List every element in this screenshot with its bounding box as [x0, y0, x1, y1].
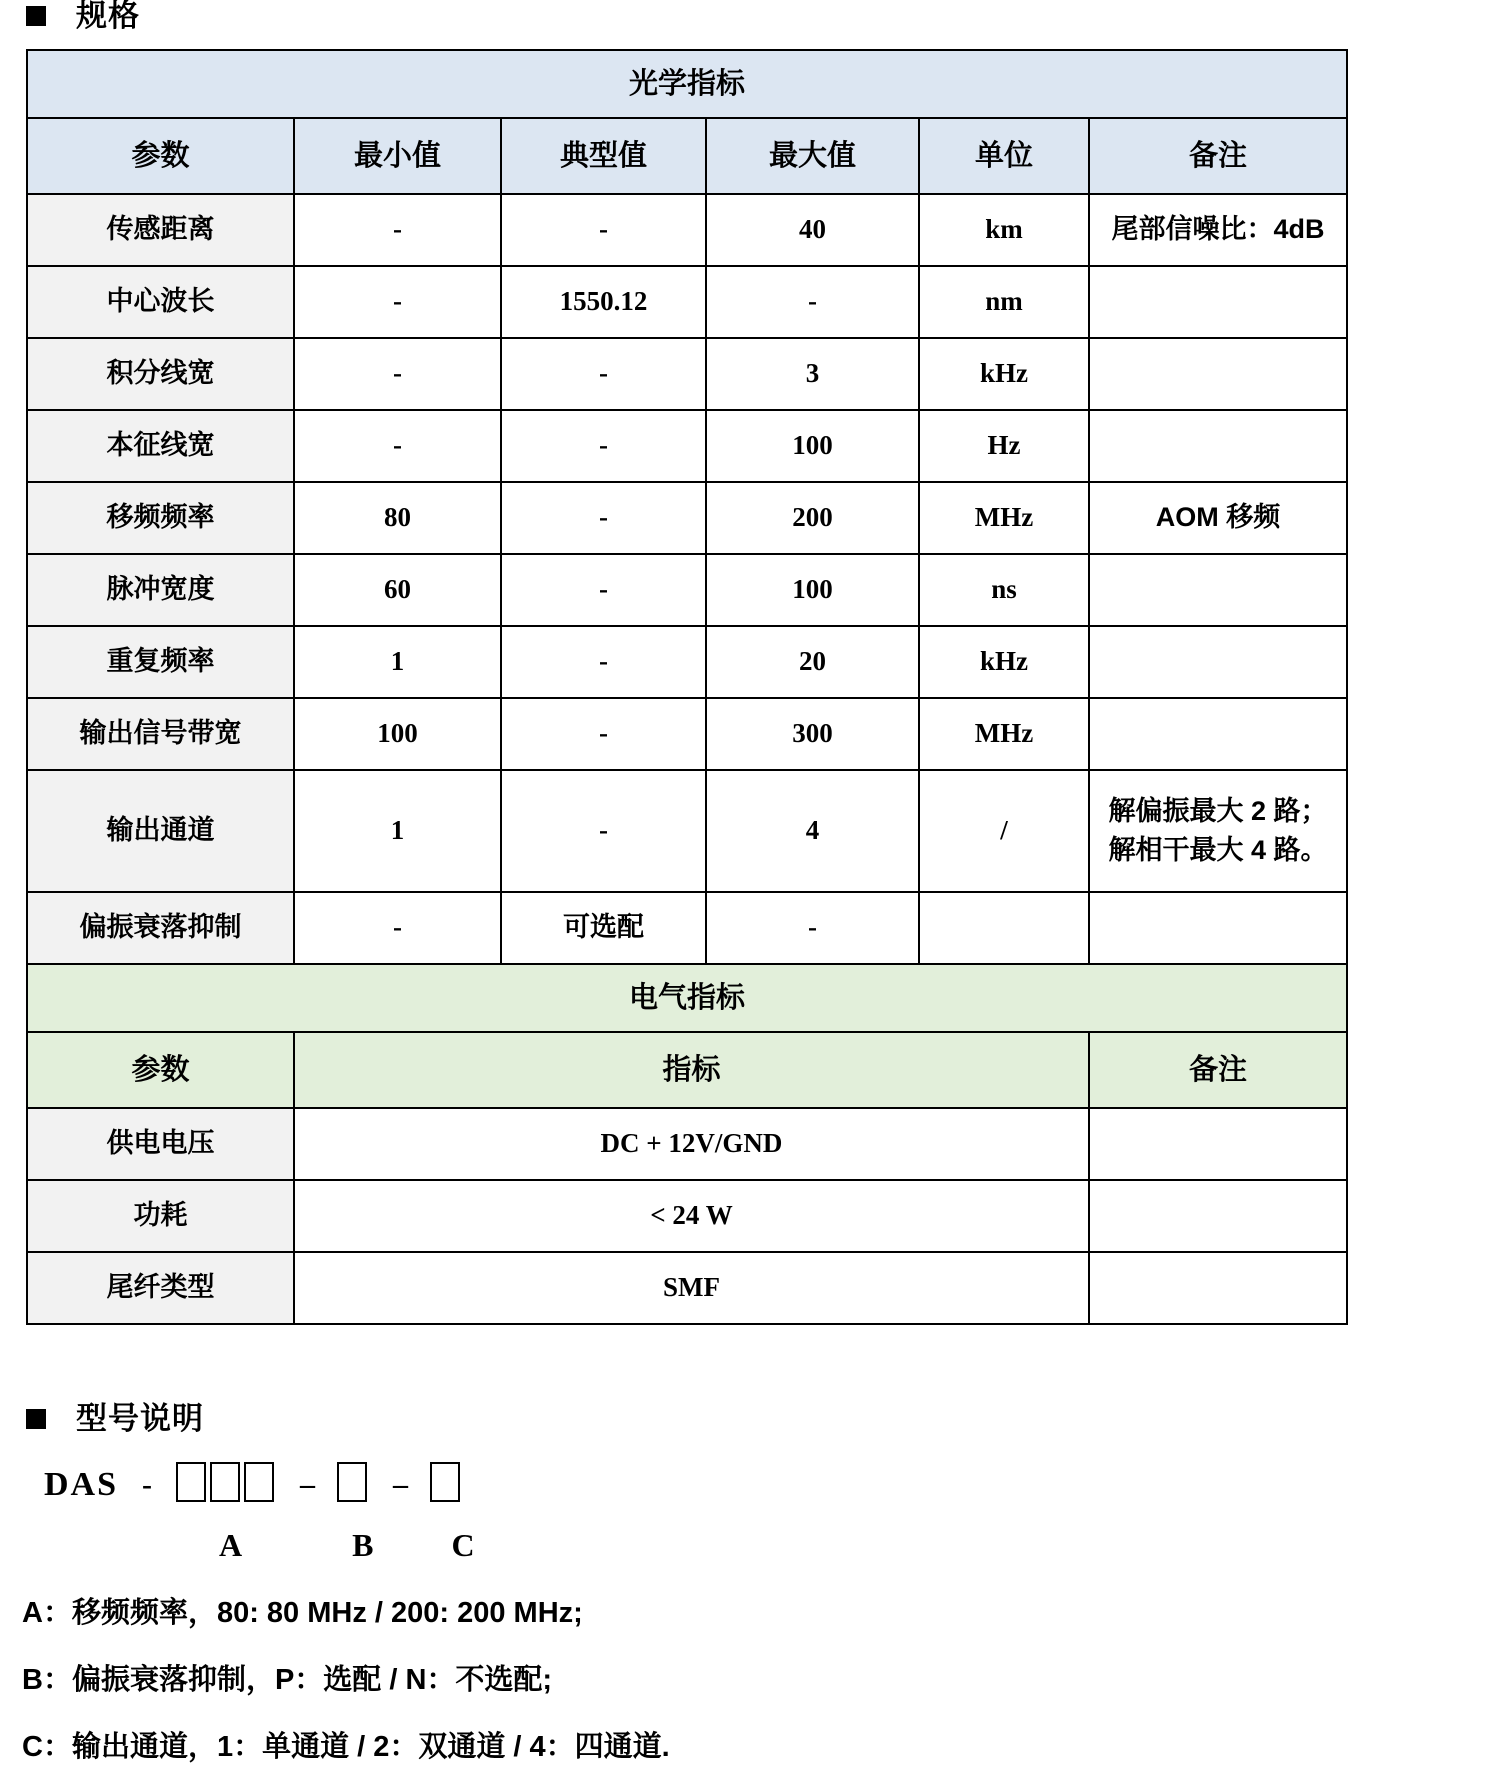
optical-header-row — [27, 118, 1347, 194]
electrical-band-title-row — [27, 964, 1347, 1032]
row-max: 300 — [706, 698, 919, 770]
square-bullet-icon — [26, 1409, 46, 1429]
spec-section-heading — [0, 0, 1511, 31]
model-section-heading — [0, 1403, 1511, 1434]
remark-line-2: 解相干最大 4 路。 — [1108, 835, 1328, 865]
optical-header-unit: 单位 — [919, 118, 1089, 194]
row-spec: SMF — [294, 1252, 1089, 1324]
row-max: - — [706, 892, 919, 964]
row-param: 本征线宽 — [27, 410, 294, 482]
table-row-output-channel — [27, 770, 1347, 892]
row-max: 4 — [706, 770, 919, 892]
table-row — [27, 266, 1347, 338]
model-section-title: 型号说明 — [76, 1401, 204, 1436]
row-typ: - — [501, 482, 706, 554]
square-bullet-icon — [26, 6, 46, 26]
table-row — [27, 1180, 1347, 1252]
row-unit: kHz — [919, 626, 1089, 698]
row-unit: / — [919, 770, 1089, 892]
electrical-header-spec: 指标 — [294, 1032, 1089, 1108]
row-remark — [1089, 266, 1347, 338]
optical-header-max: 最大值 — [706, 118, 919, 194]
row-typ: - — [501, 626, 706, 698]
table-row — [27, 338, 1347, 410]
placeholder-box-icon — [210, 1462, 240, 1502]
row-unit: MHz — [919, 482, 1089, 554]
row-typ: - — [501, 194, 706, 266]
optical-header-remark: 备注 — [1089, 118, 1347, 194]
row-remark — [1089, 338, 1347, 410]
model-legend-c: C：输出通道，1：单通道 / 2：双通道 / 4：四通道. — [22, 1731, 670, 1763]
optical-header-typ: 典型值 — [501, 118, 706, 194]
table-row — [27, 626, 1347, 698]
table-row — [27, 698, 1347, 770]
row-unit: MHz — [919, 698, 1089, 770]
model-marker-a: A — [219, 1527, 243, 1563]
row-remark — [1089, 892, 1347, 964]
row-remark — [1089, 554, 1347, 626]
model-dash-1: - — [142, 1467, 153, 1501]
specification-table — [26, 49, 1348, 1325]
remark-line-1: 解偏振最大 2 路； — [1108, 795, 1328, 826]
row-remark — [1089, 410, 1347, 482]
row-min: 100 — [294, 698, 501, 770]
row-param: 尾纤类型 — [27, 1252, 294, 1324]
spec-table-container — [0, 49, 1511, 1325]
row-max: 20 — [706, 626, 919, 698]
row-typ: 1550.12 — [501, 266, 706, 338]
model-slot-b-placeholder — [337, 1462, 371, 1507]
row-param: 供电电压 — [27, 1108, 294, 1180]
row-remark: 尾部信噪比：4dB — [1089, 194, 1347, 266]
spec-section-title: 规格 — [76, 0, 140, 33]
row-max: 100 — [706, 554, 919, 626]
row-typ: - — [501, 554, 706, 626]
row-max: 100 — [706, 410, 919, 482]
row-param: 功耗 — [27, 1180, 294, 1252]
model-dash-2: – — [300, 1467, 316, 1501]
table-row — [27, 194, 1347, 266]
row-spec: DC + 12V/GND — [294, 1108, 1089, 1180]
electrical-header-remark: 备注 — [1089, 1032, 1347, 1108]
electrical-header-row — [27, 1032, 1347, 1108]
row-typ: - — [501, 698, 706, 770]
row-unit — [919, 892, 1089, 964]
optical-band-title: 光学指标 — [27, 50, 1347, 118]
row-max: 40 — [706, 194, 919, 266]
row-remark — [1089, 1108, 1347, 1180]
row-min: 1 — [294, 626, 501, 698]
row-remark — [1089, 1180, 1347, 1252]
row-param: 积分线宽 — [27, 338, 294, 410]
row-remark — [1089, 626, 1347, 698]
optical-header-param: 参数 — [27, 118, 294, 194]
model-section — [0, 1403, 1511, 1765]
row-typ: - — [501, 770, 706, 892]
row-min: 60 — [294, 554, 501, 626]
row-min: 1 — [294, 770, 501, 892]
row-param: 传感距离 — [27, 194, 294, 266]
placeholder-box-icon — [430, 1462, 460, 1502]
table-row — [27, 1108, 1347, 1180]
model-marker-row — [0, 1527, 1511, 1564]
row-unit: kHz — [919, 338, 1089, 410]
row-min: - — [294, 892, 501, 964]
model-legend-b: B：偏振衰落抑制，P：选配 / N：不选配; — [22, 1664, 553, 1696]
model-dash-3: – — [393, 1467, 409, 1501]
placeholder-box-icon — [176, 1462, 206, 1502]
model-marker-c: C — [451, 1527, 475, 1563]
row-param: 移频频率 — [27, 482, 294, 554]
row-typ: - — [501, 410, 706, 482]
model-prefix: DAS — [44, 1465, 119, 1503]
row-remark — [1089, 1252, 1347, 1324]
electrical-header-param: 参数 — [27, 1032, 294, 1108]
row-param: 偏振衰落抑制 — [27, 892, 294, 964]
row-max: - — [706, 266, 919, 338]
table-row — [27, 1252, 1347, 1324]
model-slot-a-placeholder — [176, 1462, 278, 1507]
row-typ: - — [501, 338, 706, 410]
table-row — [27, 410, 1347, 482]
row-remark: AOM 移频 — [1089, 482, 1347, 554]
row-param: 中心波长 — [27, 266, 294, 338]
row-spec: < 24 W — [294, 1180, 1089, 1252]
row-unit: km — [919, 194, 1089, 266]
row-min: - — [294, 338, 501, 410]
placeholder-box-icon — [244, 1462, 274, 1502]
row-unit: ns — [919, 554, 1089, 626]
row-max: 200 — [706, 482, 919, 554]
table-row — [27, 482, 1347, 554]
row-min: - — [294, 266, 501, 338]
row-remark — [1089, 698, 1347, 770]
row-param: 脉冲宽度 — [27, 554, 294, 626]
placeholder-box-icon — [337, 1462, 367, 1502]
row-min: 80 — [294, 482, 501, 554]
table-row — [27, 554, 1347, 626]
row-typ: 可选配 — [501, 892, 706, 964]
row-param: 重复频率 — [27, 626, 294, 698]
model-code-row — [0, 1462, 1511, 1507]
row-min: - — [294, 194, 501, 266]
model-marker-b: B — [352, 1527, 374, 1563]
row-remark — [1089, 770, 1347, 892]
row-unit: nm — [919, 266, 1089, 338]
table-row-polarization — [27, 892, 1347, 964]
optical-band-title-row — [27, 50, 1347, 118]
row-min: - — [294, 410, 501, 482]
optical-header-min: 最小值 — [294, 118, 501, 194]
row-max: 3 — [706, 338, 919, 410]
electrical-band-title: 电气指标 — [27, 964, 1347, 1032]
model-legend-a: A：移频频率，80: 80 MHz / 200: 200 MHz; — [22, 1597, 583, 1629]
model-slot-c-placeholder — [430, 1462, 464, 1507]
row-param: 输出信号带宽 — [27, 698, 294, 770]
row-unit: Hz — [919, 410, 1089, 482]
row-param: 输出通道 — [27, 770, 294, 892]
